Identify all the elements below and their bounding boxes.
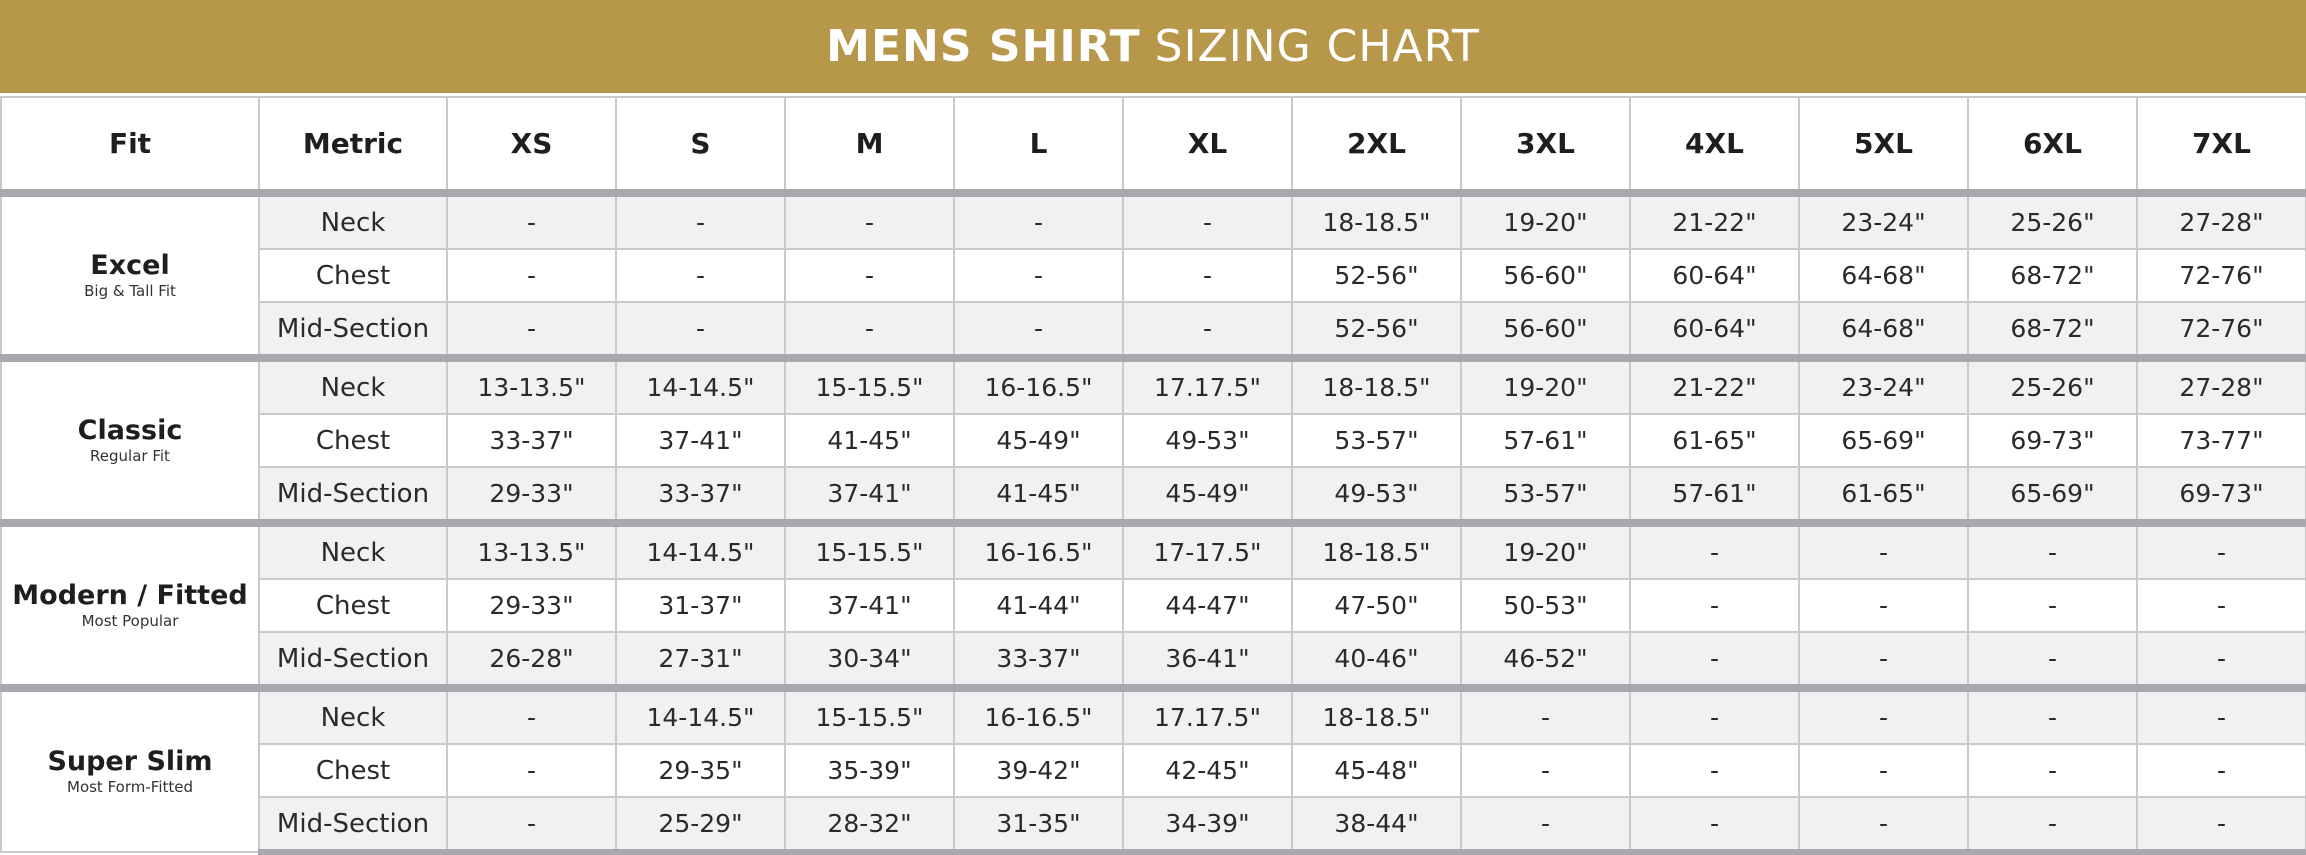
size-value-cell: 28-32": [785, 797, 954, 852]
size-value-cell: -: [447, 797, 616, 852]
size-value-cell: 61-65": [1630, 414, 1799, 467]
size-value-cell: 15-15.5": [785, 688, 954, 744]
size-value-cell: 18-18.5": [1292, 523, 1461, 579]
size-value-cell: 30-34": [785, 632, 954, 688]
metric-cell: Chest: [259, 579, 447, 632]
fit-subtitle: Most Form-Fitted: [67, 778, 193, 797]
size-value-cell: 13-13.5": [447, 523, 616, 579]
size-value-cell: -: [447, 688, 616, 744]
size-value-cell: 44-47": [1123, 579, 1292, 632]
size-value-cell: 14-14.5": [616, 523, 785, 579]
size-value-cell: -: [1968, 632, 2137, 688]
size-value-cell: 50-53": [1461, 579, 1630, 632]
size-value-cell: 42-45": [1123, 744, 1292, 797]
size-value-cell: 68-72": [1968, 249, 2137, 302]
size-value-cell: -: [1968, 797, 2137, 852]
size-value-cell: 45-49": [954, 414, 1123, 467]
fit-name: Modern / Fitted: [12, 580, 248, 612]
table-row: [1, 744, 2306, 797]
size-value-cell: -: [785, 302, 954, 358]
size-value-cell: 64-68": [1799, 249, 1968, 302]
size-value-cell: 15-15.5": [785, 358, 954, 414]
fit-name: Excel: [90, 250, 170, 282]
fit-name: Super Slim: [47, 746, 213, 778]
size-value-cell: -: [1123, 249, 1292, 302]
size-value-cell: 23-24": [1799, 358, 1968, 414]
size-value-cell: 27-28": [2137, 358, 2306, 414]
metric-cell: Mid-Section: [259, 797, 447, 852]
size-value-cell: -: [1968, 744, 2137, 797]
header-size-l: L: [954, 97, 1123, 193]
size-value-cell: -: [1461, 744, 1630, 797]
size-value-cell: 14-14.5": [616, 358, 785, 414]
size-value-cell: -: [447, 193, 616, 249]
header-size-6xl: 6XL: [1968, 97, 2137, 193]
header-size-5xl: 5XL: [1799, 97, 1968, 193]
fit-cell: [1, 523, 259, 688]
size-value-cell: -: [1630, 579, 1799, 632]
size-value-cell: -: [1630, 688, 1799, 744]
size-value-cell: 65-69": [1799, 414, 1968, 467]
size-value-cell: -: [1630, 744, 1799, 797]
size-value-cell: -: [1630, 797, 1799, 852]
size-value-cell: -: [954, 249, 1123, 302]
size-value-cell: 16-16.5": [954, 688, 1123, 744]
table-row: [1, 523, 2306, 579]
size-value-cell: -: [447, 249, 616, 302]
size-value-cell: 29-33": [447, 579, 616, 632]
size-value-cell: 25-26": [1968, 193, 2137, 249]
size-value-cell: 60-64": [1630, 249, 1799, 302]
size-value-cell: 31-35": [954, 797, 1123, 852]
table-row: [1, 302, 2306, 358]
metric-cell: Chest: [259, 414, 447, 467]
size-value-cell: 68-72": [1968, 302, 2137, 358]
size-value-cell: 69-73": [1968, 414, 2137, 467]
fit-cell: [1, 358, 259, 523]
size-value-cell: 33-37": [447, 414, 616, 467]
size-value-cell: 46-52": [1461, 632, 1630, 688]
size-value-cell: -: [1968, 523, 2137, 579]
metric-cell: Mid-Section: [259, 467, 447, 523]
fit-subtitle: Regular Fit: [90, 447, 170, 466]
size-value-cell: 33-37": [616, 467, 785, 523]
size-value-cell: 52-56": [1292, 249, 1461, 302]
metric-cell: Neck: [259, 523, 447, 579]
size-value-cell: 35-39": [785, 744, 954, 797]
table-row: [1, 358, 2306, 414]
size-value-cell: 37-41": [616, 414, 785, 467]
table-row: [1, 797, 2306, 852]
size-value-cell: 15-15.5": [785, 523, 954, 579]
size-value-cell: 19-20": [1461, 358, 1630, 414]
table-row: [1, 193, 2306, 249]
size-value-cell: 52-56": [1292, 302, 1461, 358]
size-value-cell: -: [1630, 523, 1799, 579]
table-row: [1, 579, 2306, 632]
size-value-cell: -: [1799, 579, 1968, 632]
size-value-cell: 53-57": [1461, 467, 1630, 523]
header-metric: Metric: [259, 97, 447, 193]
size-value-cell: -: [1461, 797, 1630, 852]
header-size-m: M: [785, 97, 954, 193]
size-value-cell: 57-61": [1461, 414, 1630, 467]
size-value-cell: 17.17.5": [1123, 688, 1292, 744]
size-value-cell: -: [2137, 579, 2306, 632]
table-row: [1, 632, 2306, 688]
size-value-cell: 13-13.5": [447, 358, 616, 414]
metric-cell: Chest: [259, 249, 447, 302]
table-body: [1, 193, 2306, 852]
size-value-cell: 56-60": [1461, 302, 1630, 358]
fit-cell: [1, 193, 259, 358]
header-fit: Fit: [1, 97, 259, 193]
table-row: [1, 467, 2306, 523]
metric-cell: Neck: [259, 358, 447, 414]
header-size-3xl: 3XL: [1461, 97, 1630, 193]
size-value-cell: -: [785, 193, 954, 249]
metric-cell: Neck: [259, 688, 447, 744]
size-value-cell: 33-37": [954, 632, 1123, 688]
size-value-cell: 18-18.5": [1292, 193, 1461, 249]
size-value-cell: -: [2137, 797, 2306, 852]
size-value-cell: 36-41": [1123, 632, 1292, 688]
size-value-cell: -: [616, 302, 785, 358]
size-value-cell: 39-42": [954, 744, 1123, 797]
size-value-cell: 16-16.5": [954, 358, 1123, 414]
size-value-cell: -: [447, 744, 616, 797]
size-value-cell: 47-50": [1292, 579, 1461, 632]
size-value-cell: -: [1123, 302, 1292, 358]
size-value-cell: -: [785, 249, 954, 302]
size-value-cell: 14-14.5": [616, 688, 785, 744]
size-value-cell: 18-18.5": [1292, 358, 1461, 414]
size-value-cell: -: [447, 302, 616, 358]
chart-title-bold: MENS SHIRT: [826, 21, 1141, 72]
table-row: [1, 414, 2306, 467]
size-value-cell: -: [1799, 744, 1968, 797]
size-value-cell: -: [1799, 797, 1968, 852]
size-value-cell: -: [1968, 688, 2137, 744]
size-value-cell: 34-39": [1123, 797, 1292, 852]
size-value-cell: 45-48": [1292, 744, 1461, 797]
header-size-xl: XL: [1123, 97, 1292, 193]
size-value-cell: -: [1799, 632, 1968, 688]
size-value-cell: 16-16.5": [954, 523, 1123, 579]
size-value-cell: 29-35": [616, 744, 785, 797]
size-value-cell: 56-60": [1461, 249, 1630, 302]
size-value-cell: -: [1461, 688, 1630, 744]
size-value-cell: 64-68": [1799, 302, 1968, 358]
size-value-cell: 17-17.5": [1123, 523, 1292, 579]
fit-cell: [1, 688, 259, 852]
size-value-cell: 53-57": [1292, 414, 1461, 467]
size-value-cell: 26-28": [447, 632, 616, 688]
fit-subtitle: Big & Tall Fit: [84, 282, 176, 301]
chart-title-light: SIZING CHART: [1154, 21, 1480, 72]
fit-name: Classic: [77, 415, 183, 447]
size-value-cell: 40-46": [1292, 632, 1461, 688]
size-value-cell: 37-41": [785, 579, 954, 632]
header-size-7xl: 7XL: [2137, 97, 2306, 193]
size-value-cell: -: [616, 193, 785, 249]
size-value-cell: 29-33": [447, 467, 616, 523]
size-value-cell: 45-49": [1123, 467, 1292, 523]
size-value-cell: 72-76": [2137, 302, 2306, 358]
metric-cell: Neck: [259, 193, 447, 249]
size-value-cell: 41-44": [954, 579, 1123, 632]
size-value-cell: 25-26": [1968, 358, 2137, 414]
size-value-cell: -: [1799, 688, 1968, 744]
size-value-cell: 49-53": [1292, 467, 1461, 523]
metric-cell: Mid-Section: [259, 632, 447, 688]
header-row: [1, 97, 2306, 193]
metric-cell: Chest: [259, 744, 447, 797]
size-value-cell: 18-18.5": [1292, 688, 1461, 744]
table-row: [1, 249, 2306, 302]
size-value-cell: 65-69": [1968, 467, 2137, 523]
size-value-cell: 27-28": [2137, 193, 2306, 249]
size-value-cell: 19-20": [1461, 193, 1630, 249]
header-size-xs: XS: [447, 97, 616, 193]
size-value-cell: 41-45": [954, 467, 1123, 523]
size-value-cell: -: [2137, 688, 2306, 744]
size-value-cell: 60-64": [1630, 302, 1799, 358]
header-size-2xl: 2XL: [1292, 97, 1461, 193]
fit-subtitle: Most Popular: [81, 612, 179, 631]
size-value-cell: 61-65": [1799, 467, 1968, 523]
size-value-cell: 17.17.5": [1123, 358, 1292, 414]
size-value-cell: 72-76": [2137, 249, 2306, 302]
size-value-cell: 49-53": [1123, 414, 1292, 467]
table-row: [1, 688, 2306, 744]
size-value-cell: 21-22": [1630, 193, 1799, 249]
size-value-cell: -: [616, 249, 785, 302]
size-value-cell: -: [954, 193, 1123, 249]
chart-title: [0, 0, 2306, 96]
metric-cell: Mid-Section: [259, 302, 447, 358]
size-value-cell: 23-24": [1799, 193, 1968, 249]
sizing-table: [0, 96, 2306, 855]
size-value-cell: -: [1968, 579, 2137, 632]
size-value-cell: 69-73": [2137, 467, 2306, 523]
header-size-4xl: 4XL: [1630, 97, 1799, 193]
size-value-cell: 57-61": [1630, 467, 1799, 523]
size-value-cell: 21-22": [1630, 358, 1799, 414]
size-value-cell: -: [2137, 632, 2306, 688]
size-value-cell: 27-31": [616, 632, 785, 688]
size-value-cell: 37-41": [785, 467, 954, 523]
size-value-cell: 25-29": [616, 797, 785, 852]
size-value-cell: -: [2137, 744, 2306, 797]
size-value-cell: 41-45": [785, 414, 954, 467]
size-value-cell: -: [1123, 193, 1292, 249]
size-value-cell: -: [954, 302, 1123, 358]
size-value-cell: -: [2137, 523, 2306, 579]
header-size-s: S: [616, 97, 785, 193]
size-value-cell: 73-77": [2137, 414, 2306, 467]
size-value-cell: -: [1799, 523, 1968, 579]
size-value-cell: 31-37": [616, 579, 785, 632]
size-value-cell: -: [1630, 632, 1799, 688]
size-value-cell: 38-44": [1292, 797, 1461, 852]
size-value-cell: 19-20": [1461, 523, 1630, 579]
